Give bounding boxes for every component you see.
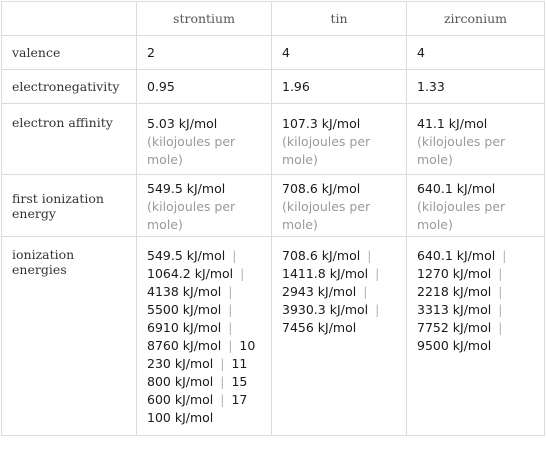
value-separator: | <box>498 284 503 299</box>
value-separator: | <box>375 302 380 317</box>
value-text: 708.6 kJ/mol <box>282 180 361 196</box>
value-separator: | <box>498 266 503 281</box>
value-text: 640.1 kJ/mol <box>417 180 496 196</box>
table-row-electron-affinity <box>2 104 545 175</box>
ionization-energy-value: 9500 kJ/mol <box>417 338 492 353</box>
ionization-energy-value: 11 800 kJ/mol <box>147 356 248 389</box>
valence-zirconium: 4 <box>407 36 545 70</box>
electronegativity-strontium: 0.95 <box>137 70 272 104</box>
ionization-energy-value: 708.6 kJ/mol <box>282 248 361 263</box>
unit-note: (kilojoules per mole) <box>147 198 236 232</box>
unit-note: (kilojoules per mole) <box>417 198 506 232</box>
unit-note: (kilojoules per mole) <box>147 134 236 167</box>
ionization-energy-value: 6910 kJ/mol <box>147 320 222 335</box>
ionization-energies-tin <box>272 237 407 436</box>
corner-cell <box>2 2 137 36</box>
value-text: 549.5 kJ/mol <box>147 180 226 196</box>
ionization-energy-value: 5500 kJ/mol <box>147 302 222 317</box>
ionization-energy-value: 7752 kJ/mol <box>417 320 492 335</box>
table-row-ionization-energies <box>2 237 545 436</box>
value-text: 41.1 kJ/mol <box>417 116 488 131</box>
ionization-energy-value: 2943 kJ/mol <box>282 284 357 299</box>
value-separator: | <box>220 374 225 389</box>
table-row-first-ionization-energy <box>2 175 545 237</box>
row-label-first-ionization-energy: first ionization energy <box>2 175 137 237</box>
value-separator: | <box>228 284 233 299</box>
electron-affinity-tin <box>272 104 407 175</box>
unit-note: (kilojoules per mole) <box>282 198 371 232</box>
ionization-energy-value: 4138 kJ/mol <box>147 284 222 299</box>
first-ionization-strontium <box>137 175 272 237</box>
ionization-energy-value: 8760 kJ/mol <box>147 338 222 353</box>
value-text: 5.03 kJ/mol <box>147 116 218 131</box>
element-properties-table <box>1 1 545 436</box>
valence-strontium: 2 <box>137 36 272 70</box>
ionization-energy-value: 7456 kJ/mol <box>282 320 357 335</box>
row-label-valence: valence <box>2 36 137 70</box>
value-separator: | <box>228 320 233 335</box>
header-row <box>2 2 545 36</box>
ionization-energies-strontium <box>137 237 272 436</box>
row-label-electronegativity: electronegativity <box>2 70 137 104</box>
value-separator: | <box>498 302 503 317</box>
value-separator: | <box>228 338 233 353</box>
row-label-electron-affinity: electron affinity <box>2 104 137 175</box>
ionization-energy-value: 3313 kJ/mol <box>417 302 492 317</box>
value-text: 107.3 kJ/mol <box>282 116 361 131</box>
value-separator: | <box>502 248 507 263</box>
value-separator: | <box>220 392 225 407</box>
value-separator: | <box>232 248 237 263</box>
column-header-strontium: strontium <box>137 2 272 36</box>
value-separator: | <box>367 248 372 263</box>
ionization-energy-value: 640.1 kJ/mol <box>417 248 496 263</box>
value-separator: | <box>498 320 503 335</box>
valence-tin: 4 <box>272 36 407 70</box>
value-separator: | <box>363 284 368 299</box>
electronegativity-tin: 1.96 <box>272 70 407 104</box>
ionization-energy-value: 1411.8 kJ/mol <box>282 266 369 281</box>
column-header-zirconium: zirconium <box>407 2 545 36</box>
ionization-energy-value: 15 600 kJ/mol <box>147 374 248 407</box>
ionization-energy-value: 549.5 kJ/mol <box>147 248 226 263</box>
unit-note: (kilojoules per mole) <box>282 134 371 167</box>
value-separator: | <box>228 302 233 317</box>
ionization-energy-value: 2218 kJ/mol <box>417 284 492 299</box>
unit-note: (kilojoules per mole) <box>417 134 506 167</box>
ionization-energy-value: 10 230 kJ/mol <box>147 338 256 371</box>
first-ionization-tin <box>272 175 407 237</box>
value-separator: | <box>375 266 380 281</box>
ionization-energy-value: 1064.2 kJ/mol <box>147 266 234 281</box>
row-label-ionization-energies: ionization energies <box>2 237 137 436</box>
table-row-electronegativity <box>2 70 545 104</box>
ionization-energy-value: 1270 kJ/mol <box>417 266 492 281</box>
ionization-energies-zirconium <box>407 237 545 436</box>
value-separator: | <box>240 266 245 281</box>
ionization-energy-value: 3930.3 kJ/mol <box>282 302 369 317</box>
ionization-energy-value: 17 100 kJ/mol <box>147 392 248 425</box>
electron-affinity-strontium <box>137 104 272 175</box>
first-ionization-zirconium <box>407 175 545 237</box>
electronegativity-zirconium: 1.33 <box>407 70 545 104</box>
value-separator: | <box>220 356 225 371</box>
table-row-valence <box>2 36 545 70</box>
column-header-tin: tin <box>272 2 407 36</box>
electron-affinity-zirconium <box>407 104 545 175</box>
